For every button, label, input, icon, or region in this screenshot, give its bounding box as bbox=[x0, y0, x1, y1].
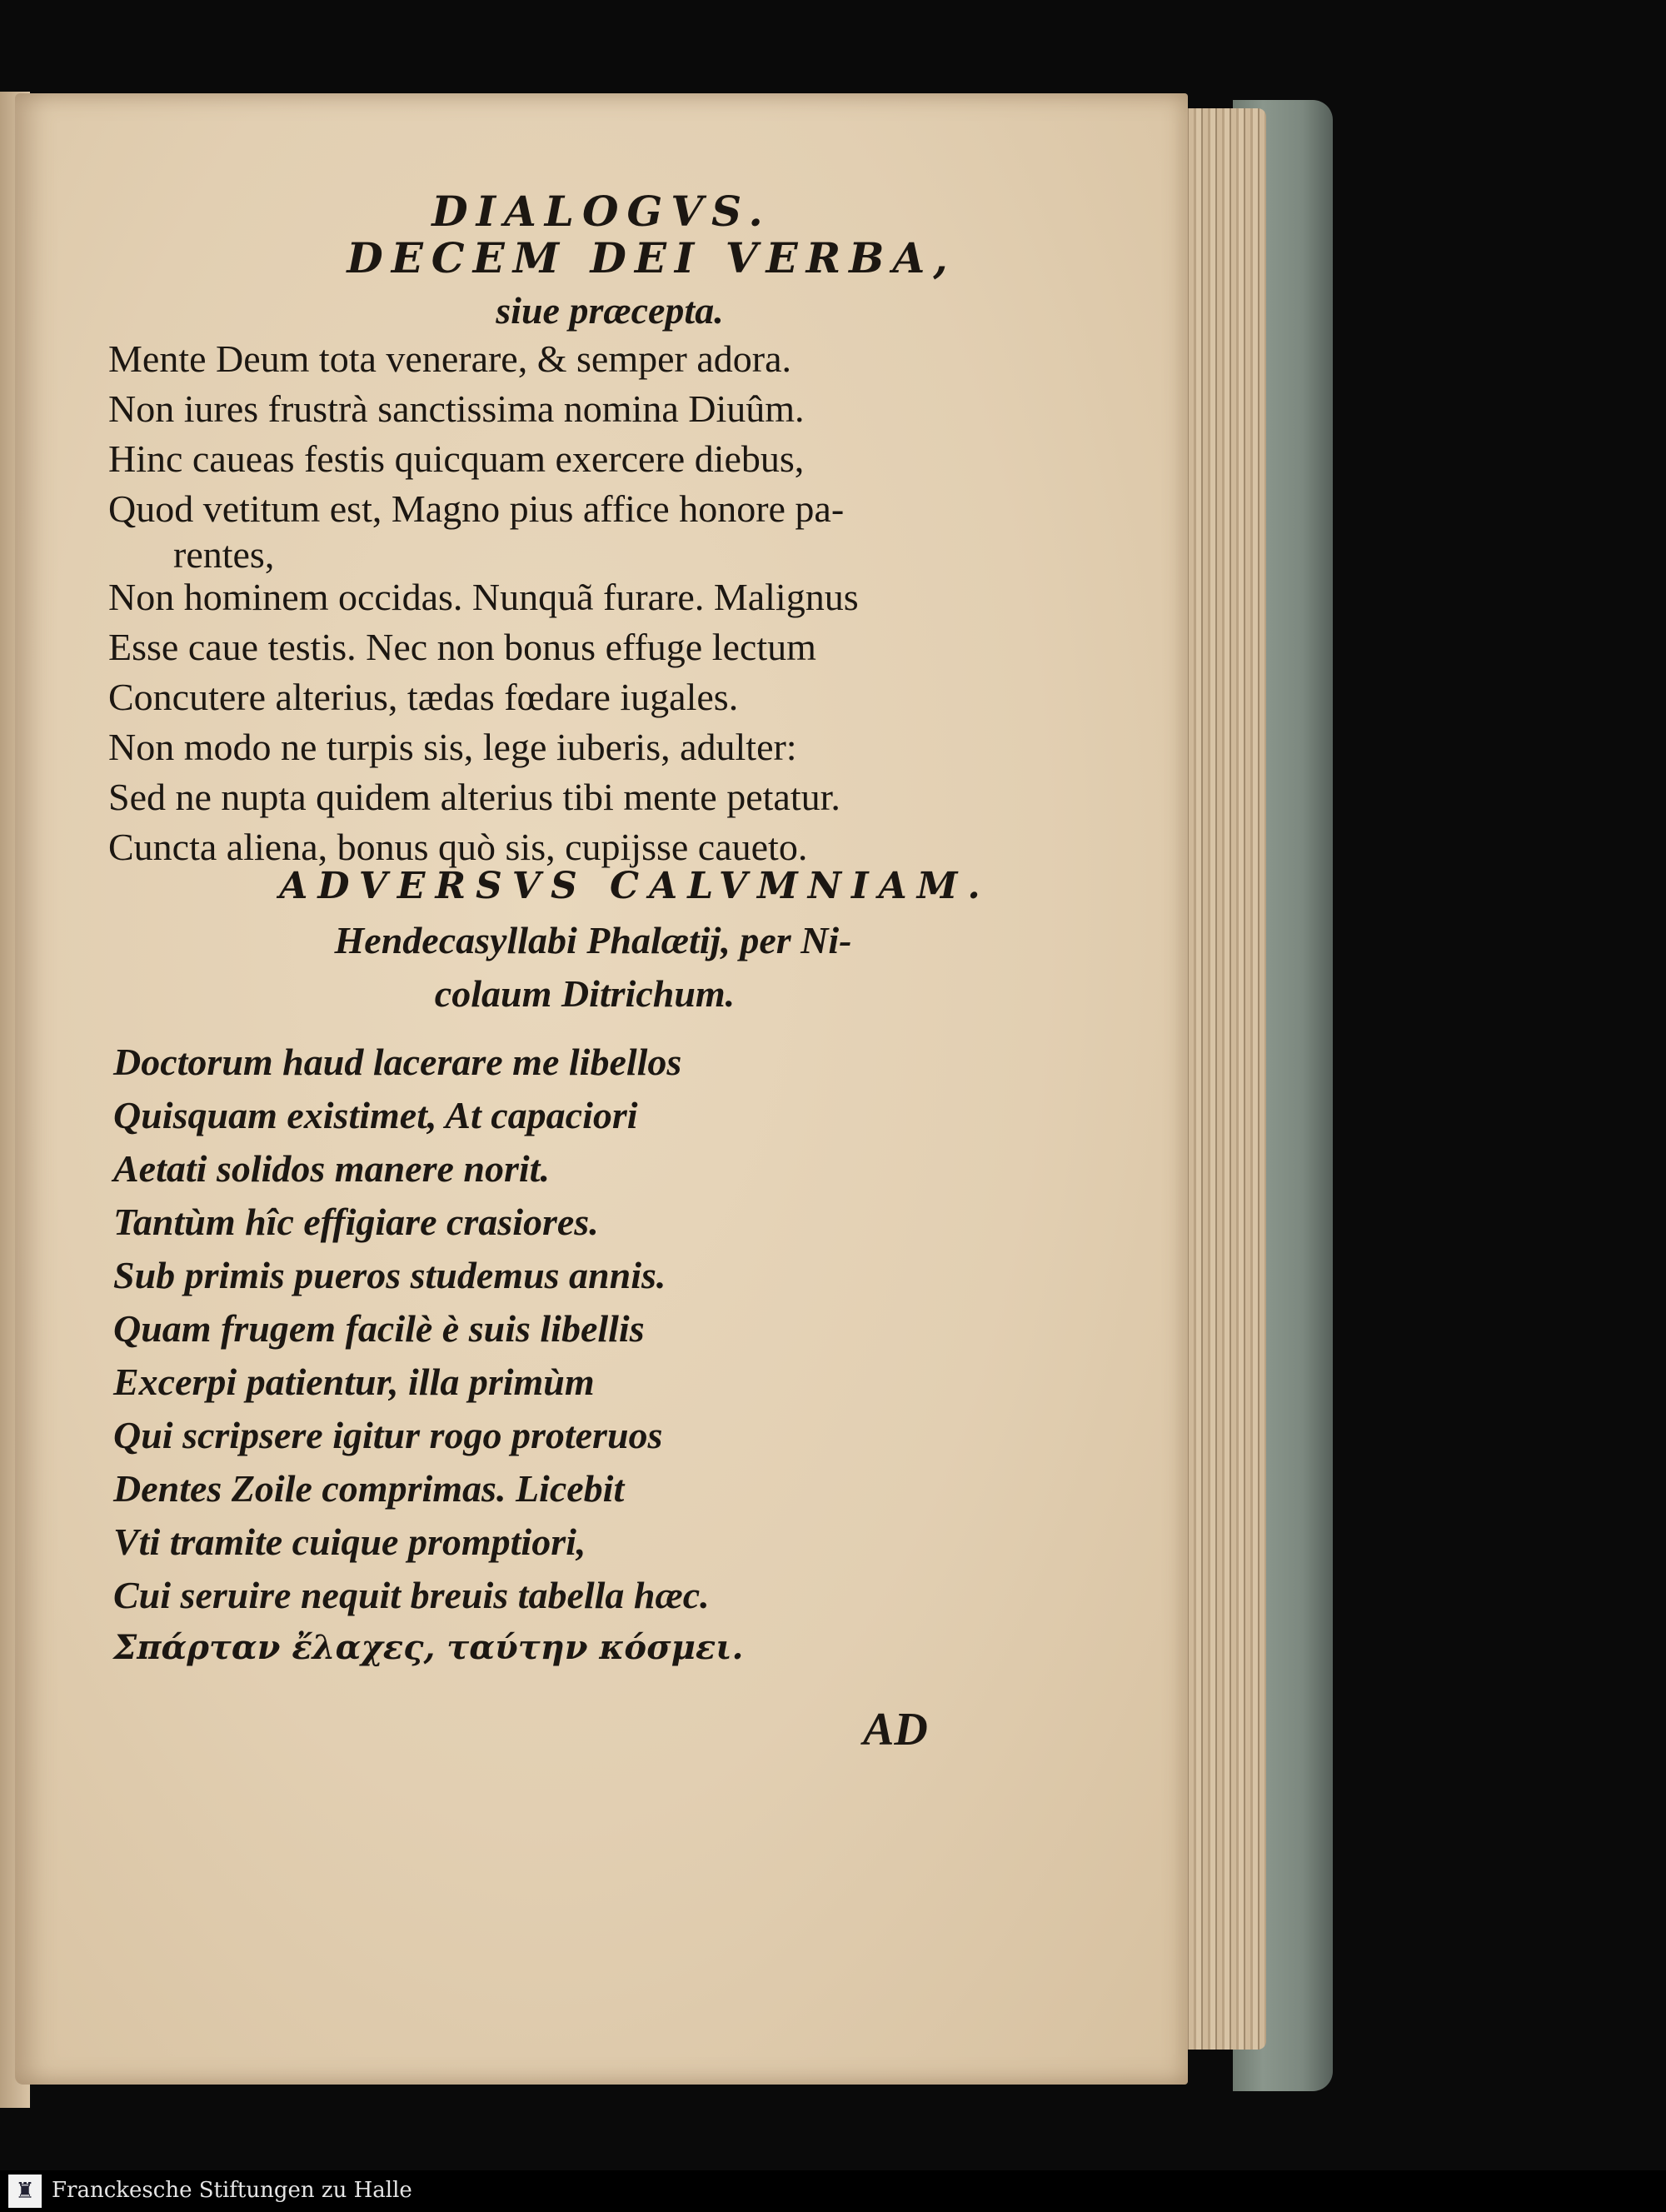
footer-institution: Franckesche Stiftungen zu Halle bbox=[52, 2178, 412, 2203]
precept-line: rentes, bbox=[173, 533, 275, 576]
page-subtitle: siue præcepta. bbox=[496, 289, 724, 332]
verse-line: Sub primis pueros studemus annis. bbox=[113, 1254, 666, 1296]
verse-line: Aetati solidos manere norit. bbox=[113, 1147, 550, 1190]
precept-line: Hinc caueas festis quicquam exercere diebus, bbox=[108, 437, 805, 480]
page-stack-edge bbox=[1175, 108, 1266, 2050]
verse-line: Qui scripsere igitur rogo proteruos bbox=[113, 1414, 663, 1456]
section-subtitle-line-1: Hendecasyllabi Phalætij, per Ni- bbox=[334, 919, 852, 961]
precept-line: Sed ne nupta quidem alterius tibi mente petatur. bbox=[108, 776, 840, 818]
verse-line: Cui seruire nequit breuis tabella hæc. bbox=[113, 1574, 710, 1616]
precept-line: Concutere alterius, tædas fœdare iugales. bbox=[108, 676, 739, 718]
catchword: AD bbox=[863, 1704, 928, 1755]
verse-line: Doctorum haud lacerare me libellos bbox=[113, 1041, 682, 1083]
precept-line: Non hominem occidas. Nunquã furare. Malignus bbox=[108, 576, 859, 618]
precept-line: Non iures frustrà sanctissima nomina Diuûm. bbox=[108, 387, 805, 430]
precept-line: Esse caue testis. Nec non bonus effuge lectum bbox=[108, 626, 816, 668]
precept-line: Cuncta aliena, bonus quò sis, cupijsse caueto. bbox=[108, 826, 808, 868]
section-title: ADVERSVS CALVMNIAM. bbox=[279, 865, 990, 907]
page-title: DECEM DEI VERBA, bbox=[347, 233, 956, 282]
precept-line: Non modo ne turpis sis, lege iuberis, adulter: bbox=[108, 726, 797, 768]
greek-verse-line: Σπάρταν ἔλαχες, ταύτην κόσμει. bbox=[113, 1628, 744, 1667]
verse-line: Excerpi patientur, illa primùm bbox=[113, 1361, 595, 1403]
precept-line: Mente Deum tota venerare, & semper adora. bbox=[108, 337, 791, 380]
section-subtitle-line-2: colaum Ditrichum. bbox=[434, 972, 736, 1015]
running-head: DIALOGVS. bbox=[431, 187, 771, 236]
verse-line: Dentes Zoile comprimas. Licebit bbox=[113, 1467, 625, 1510]
verse-line: Quisquam existimet, At capaciori bbox=[113, 1094, 638, 1136]
verse-line: Quam frugem facilè è suis libellis bbox=[113, 1307, 645, 1350]
precept-line: Quod vetitum est, Magno pius affice honore pa- bbox=[108, 487, 845, 530]
book-page bbox=[15, 93, 1188, 2085]
verse-line: Tantùm hîc effigiare crasiores. bbox=[113, 1201, 599, 1243]
verse-line: Vti tramite cuique promptiori, bbox=[113, 1520, 586, 1563]
institution-logo-icon: ♜ bbox=[8, 2175, 42, 2208]
